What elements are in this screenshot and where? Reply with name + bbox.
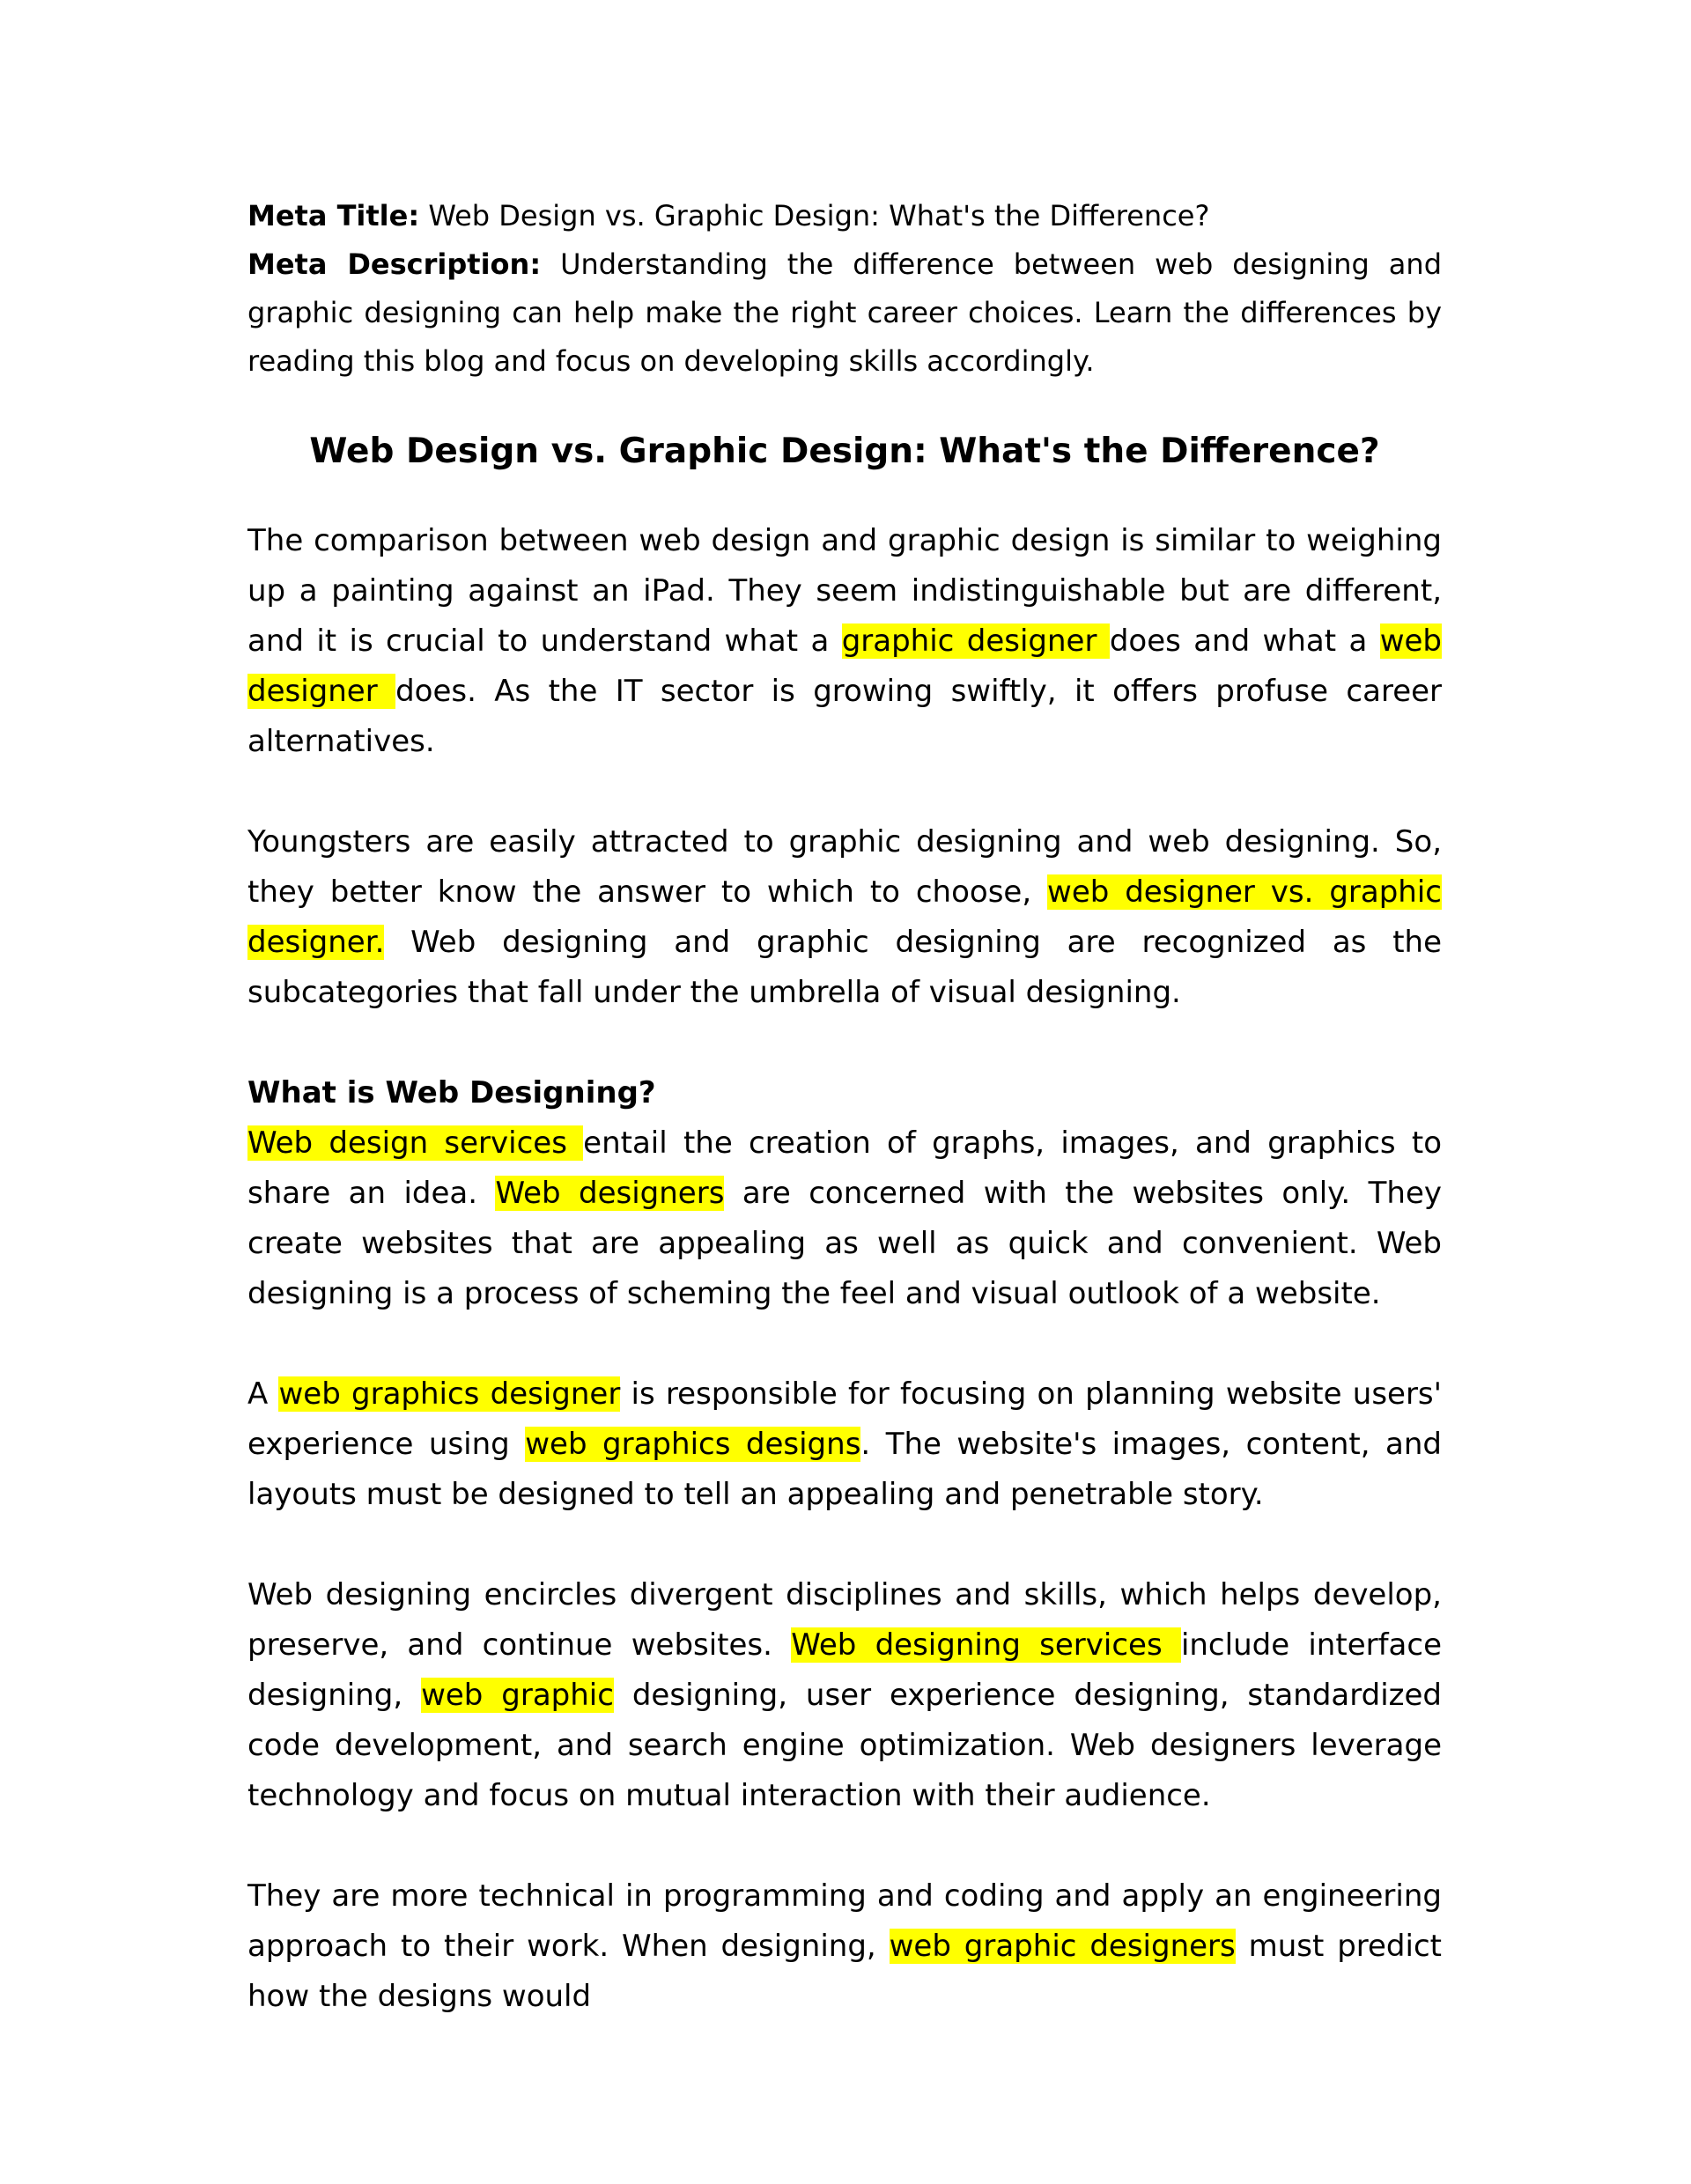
paragraph-text: Web designing encircles divergent disciplines and skills, which helps develop, preserve, and continue websites.	[247, 1577, 1442, 1663]
paragraph-text: They are more technical in programming and coding and apply an engineering approach to their work. When designing,	[247, 1878, 1442, 1964]
highlighted-keyword: web graphics designs	[525, 1427, 861, 1462]
highlighted-keyword: web designer	[247, 623, 1442, 709]
paragraph-gap	[247, 1018, 1442, 1068]
paragraph-text: does and what a	[1109, 623, 1380, 659]
paragraph-text: . The website's images, content, and layouts must be designed to tell an appealing and penetrable story.	[247, 1427, 1442, 1512]
paragraph-gap	[247, 1520, 1442, 1570]
document-page	[247, 192, 1442, 2022]
meta-description	[247, 240, 1442, 386]
paragraph-gap	[247, 767, 1442, 817]
meta-title-line	[247, 192, 1442, 240]
meta-title-value: Web Design vs. Graphic Design: What's the Difference?	[419, 199, 1210, 232]
paragraph-text: are concerned with the websites only. They create websites that are appealing as well as quick and convenient. Web designing is a process of scheming the feel and visual outlook of a website.	[247, 1176, 1442, 1311]
paragraph-gap	[247, 1821, 1442, 1871]
meta-description-label: Meta Description:	[247, 247, 542, 281]
paragraph-web-graphics-designer	[247, 1369, 1442, 1520]
highlighted-keyword: graphic designer	[841, 623, 1110, 659]
paragraph-text: Web designing and graphic designing are recognized as the subcategories that fall under the umbrella of visual designing.	[247, 925, 1442, 1010]
highlighted-keyword: web graphic	[421, 1678, 614, 1713]
meta-description-value: Understanding the difference between web designing and graphic designing can help make the right career choices. Learn the differences by reading this blog and focus on developing skills accordingly.	[247, 247, 1443, 378]
paragraph-text: include interface designing,	[247, 1627, 1443, 1713]
paragraph-web-design-services	[247, 1118, 1442, 1319]
article-title: Web Design vs. Graphic Design: What's the Difference?	[309, 432, 1380, 471]
paragraph-text: Youngsters are easily attracted to graphic designing and web designing. So, they better know the answer to which to choose,	[247, 824, 1442, 910]
paragraph-text: does. As the IT sector is growing swiftly, it offers profuse career alternatives.	[247, 674, 1443, 759]
paragraph-youngsters	[247, 817, 1442, 1018]
paragraph-technical	[247, 1871, 1442, 2022]
paragraph-intro	[247, 516, 1442, 767]
paragraph-text: must predict how the designs would	[247, 1929, 1442, 2014]
meta-title-label: Meta Title:	[247, 199, 420, 232]
section-heading: What is Web Designing?	[247, 1075, 656, 1110]
paragraph-text: The comparison between web design and graphic design is similar to weighing up a painting against an iPad. They seem indistinguishable but are different, and it is crucial to understand what a	[247, 523, 1442, 659]
paragraph-disciplines	[247, 1570, 1442, 1821]
highlighted-keyword: web graphic designers	[889, 1929, 1236, 1964]
highlighted-keyword: Web design services	[247, 1125, 584, 1161]
highlighted-keyword: Web designing services	[791, 1627, 1181, 1663]
paragraph-gap	[247, 1319, 1442, 1369]
highlighted-keyword: Web designers	[495, 1176, 725, 1211]
paragraph-text: designing, user experience designing, standardized code development, and search engine optimization. Web designers leverage technology and focus on mutual interaction with their audience.	[247, 1678, 1442, 1813]
paragraph-text: entail the creation of graphs, images, and graphics to share an idea.	[247, 1125, 1443, 1211]
paragraph-text: is responsible for focusing on planning website users' experience using	[247, 1376, 1442, 1462]
paragraph-text: A	[247, 1376, 279, 1412]
highlighted-keyword: web designer vs. graphic designer.	[247, 874, 1442, 960]
highlighted-keyword: web graphics designer	[278, 1376, 621, 1412]
